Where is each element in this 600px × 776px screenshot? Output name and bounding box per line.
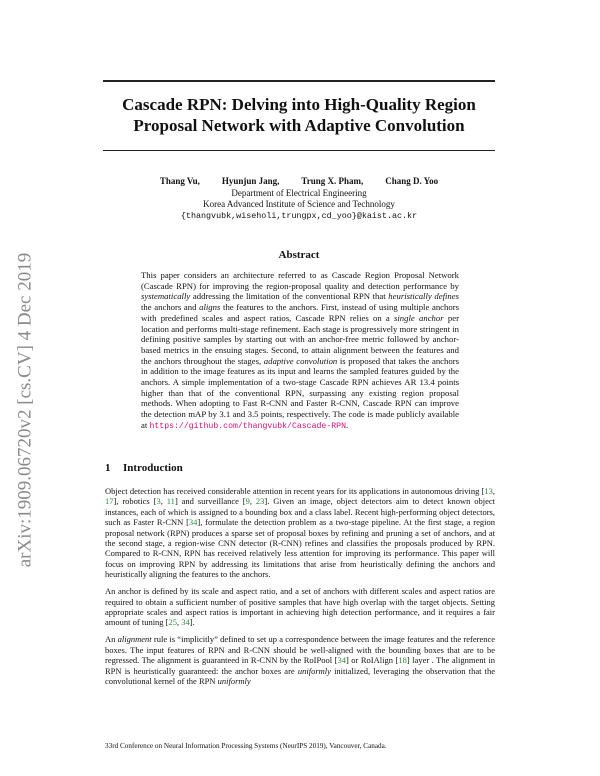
section-heading bbox=[105, 462, 183, 474]
author-block bbox=[103, 176, 495, 222]
paragraph bbox=[105, 486, 495, 580]
abstract-text: the features to the anchors. First, instead of using multiple anchors with predefined scales and aspect ratios, Cascade RPN relies on a bbox=[141, 302, 459, 323]
paragraph-text: An bbox=[105, 634, 118, 645]
paragraph-text: ], formulate the detection problem as a two-stage pipeline. At the first stage, a region proposal network (RPN) produces a sparse set of proposal boxes by refining and pruning a set of anchors, and at the second stage, a region-wise CNN detector (R-CNN) refines and classifies the proposals produced by RPN. Compared to R-CNN, RPN has received relatively less attention for improving its performance. This paper will focus on improving RPN by addressing its limitations that arise from heuristically defining the anchors and heuristically aligning the features to the anchors. bbox=[105, 517, 495, 580]
author-institute: Korea Advanced Institute of Science and Technology bbox=[203, 199, 395, 209]
citation-link[interactable]: 34 bbox=[337, 655, 346, 666]
conference-footnote: 33rd Conference on Neural Information Processing Systems (NeurIPS 2019), Vancouver, Canada. bbox=[105, 742, 387, 750]
citation-link[interactable]: 25 bbox=[168, 617, 178, 628]
paragraph-text: ], robotics [ bbox=[113, 496, 157, 507]
paragraph-text: ]. bbox=[189, 617, 195, 628]
abstract-text: per location and performs multi-stage refinement. Each stage is progressively more stringent in defining positive samples by starting out with an anchor-free metric followed by anchor-based metrics in the ensuing stages. Second, to attain alignment between the features and the anchors throughout the stages, bbox=[141, 312, 459, 366]
author-name: Hyunjun Jang, bbox=[221, 176, 280, 186]
paper-title bbox=[103, 94, 495, 136]
author-department: Department of Electrical Engineering bbox=[231, 187, 367, 198]
abstract-emphasis: adaptive convolution bbox=[263, 355, 338, 366]
paragraph-text: initialized, leveraging the observation that the convolutional kernel of the RPN bbox=[105, 665, 495, 686]
abstract-emphasis: aligns bbox=[199, 302, 221, 313]
citation-link[interactable]: 23 bbox=[255, 496, 265, 507]
title-line-1: Cascade RPN: Delving into High-Quality Region bbox=[122, 95, 476, 114]
paragraph-emphasis: uniformly bbox=[297, 665, 331, 676]
title-line-2: Proposal Network with Adaptive Convolution bbox=[133, 116, 465, 135]
author-name: Chang D. Yoo bbox=[385, 176, 439, 186]
paragraph-text: , bbox=[249, 496, 256, 507]
citation-link[interactable]: 9 bbox=[245, 496, 250, 507]
abstract-text: This paper considers an architecture referred to as Cascade Region Proposal Network (Cascade RPN) for improving the region-proposal quality and detection performance by bbox=[141, 270, 459, 291]
abstract-text: is proposed that takes the anchors in addition to the image features as its input and learns the sampled features guided by the anchors. A simple implementation of a two-stage Cascade RPN achieves AR 13.4 points higher than that of the conventional RPN, surpassing any existing region proposal methods. When adopting to Fast R-CNN and Faster R-CNN, Cascade RPN can improve the detection mAP by 3.1 and 3.5 points, respectively. The code is made publicly available at bbox=[141, 355, 459, 430]
arxiv-stamp-text: arXiv:1909.06720v2 [cs.CV] 4 Dec 2019 bbox=[14, 252, 36, 568]
citation-link[interactable]: 3 bbox=[156, 496, 161, 507]
paragraph-text: An anchor is defined by its scale and aspect ratio, and a set of anchors with different scales and aspect ratios are required to obtain a sufficient number of positive samples that have high overlap with the target objects. Setting appropriate scales and aspect ratios is important in achieving high detection performance, and it requires a fair amount of tuning [ bbox=[105, 586, 495, 628]
paragraph-text: , bbox=[492, 486, 495, 496]
paragraph-emphasis: alignment bbox=[117, 634, 152, 645]
abstract-heading: Abstract bbox=[278, 249, 320, 261]
paragraph-text: Object detection has received considerable attention in recent years for its applications in autonomous driving [ bbox=[105, 486, 485, 496]
paragraph-text: ] and surveillance [ bbox=[174, 496, 246, 507]
abstract-emphasis: systematically bbox=[141, 291, 191, 302]
abstract-text: the anchors and bbox=[141, 302, 200, 313]
code-repository-link[interactable]: https://github.com/thangvubk/Cascade-RPN bbox=[149, 421, 346, 431]
paragraph-text: ] layer . The alignment in RPN is heuristically guaranteed: the anchor boxes are bbox=[105, 655, 496, 676]
citation-link[interactable]: 18 bbox=[398, 655, 407, 666]
citation-link[interactable]: 34 bbox=[188, 517, 198, 528]
citation-link[interactable]: 17 bbox=[105, 496, 114, 507]
citation-link[interactable]: 34 bbox=[181, 617, 190, 628]
section-title: Introduction bbox=[123, 462, 183, 474]
author-names bbox=[103, 176, 495, 188]
author-name: Trung X. Pham, bbox=[301, 176, 364, 186]
paragraph bbox=[105, 586, 495, 628]
paragraph-text: , bbox=[177, 617, 182, 628]
citation-link[interactable]: 13 bbox=[484, 486, 493, 496]
author-emails: {thangvubk,wiseholi,trungpx,cd_yoo}@kaist.ac.kr bbox=[180, 210, 418, 221]
paragraph-text: rule is “implicitly” defined to set up a correspondence between the image features and the reference boxes. The input features of RPN and R-CNN should be well-aligned with the bounding boxes that are to be regressed. The alignment is guaranteed in R-CNN by the RoIPool [ bbox=[105, 634, 496, 666]
paragraph bbox=[105, 634, 495, 686]
arxiv-stamp bbox=[10, 205, 40, 615]
section-number: 1 bbox=[105, 462, 111, 474]
paragraph-text: , bbox=[160, 496, 167, 507]
citation-link[interactable]: 11 bbox=[166, 496, 175, 507]
title-top-rule bbox=[103, 80, 495, 82]
abstract-body bbox=[141, 270, 459, 433]
abstract-text: . bbox=[346, 419, 349, 430]
paragraph-text: ]. Given an image, object detectors aim to detect known object instances, each of which is assigned to a bounding box and a class label. Recent high-performing object detectors, such as Faster R-CNN [ bbox=[105, 496, 496, 528]
abstract-emphasis: heuristically defines bbox=[388, 291, 459, 302]
title-bottom-rule bbox=[103, 150, 495, 151]
abstract-text: addressing the limitation of the conventional RPN that bbox=[190, 291, 389, 302]
introduction-body bbox=[105, 486, 495, 693]
paragraph-emphasis: uniformly bbox=[217, 675, 251, 686]
abstract-emphasis: single anchor bbox=[394, 312, 444, 323]
paragraph-text: ] or RoIAlign [ bbox=[345, 655, 399, 666]
author-name: Thang Vu, bbox=[159, 176, 200, 186]
